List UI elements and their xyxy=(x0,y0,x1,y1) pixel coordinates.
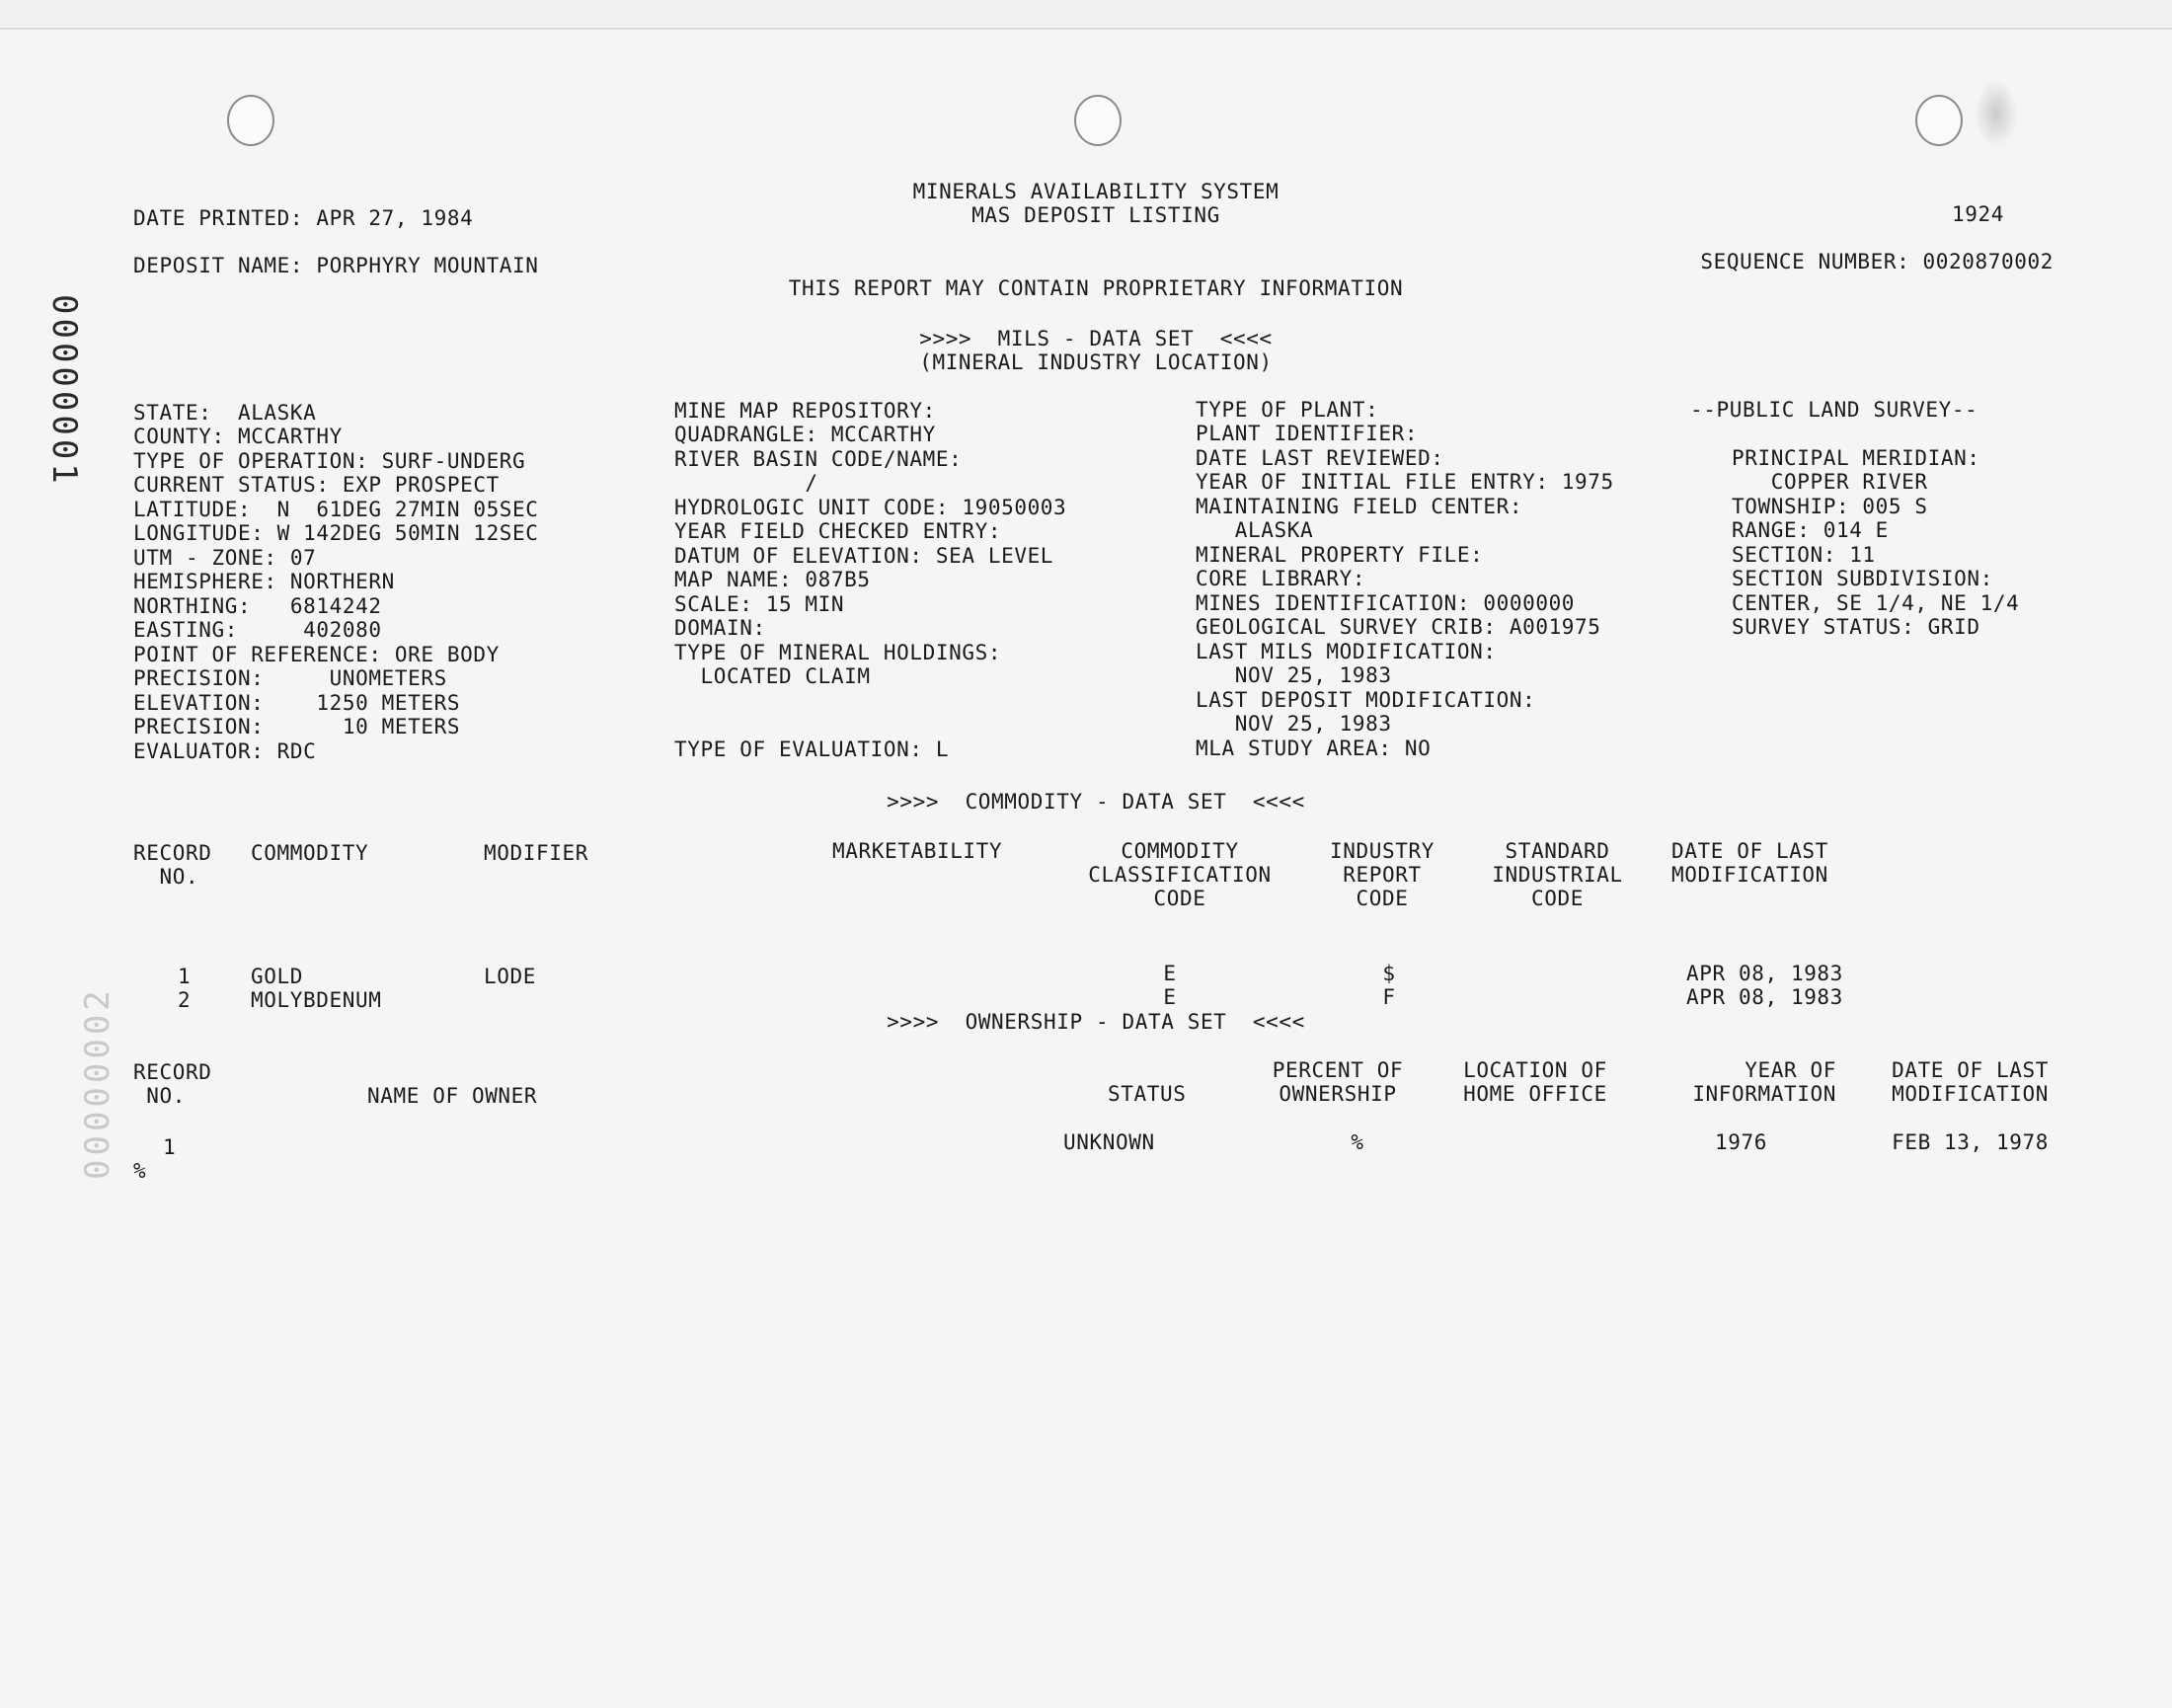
field-principal-meridian-value: COPPER RIVER xyxy=(1732,470,1928,494)
field-maintaining-center-value: ALASKA xyxy=(1196,518,1314,542)
field-last-mils-modification-value: NOV 25, 1983 xyxy=(1196,663,1392,687)
punch-hole-left xyxy=(227,95,274,146)
field-river-basin: RIVER BASIN CODE/NAME: xyxy=(674,447,963,471)
field-type-of-operation: TYPE OF OPERATION: SURF-UNDERG xyxy=(133,449,526,473)
col-percent-of-ownership: PERCENT OF OWNERSHIP xyxy=(1272,1058,1404,1106)
col-year-of-information: YEAR OF INFORMATION xyxy=(1692,1058,1836,1106)
col-record-no: RECORD NO. xyxy=(133,841,212,889)
field-current-status: CURRENT STATUS: EXP PROSPECT xyxy=(133,473,500,497)
row-classification-code: E xyxy=(1163,962,1177,985)
field-range: RANGE: 014 E xyxy=(1732,518,1889,542)
field-river-basin-value: / xyxy=(674,471,818,495)
mils-subheading: (MINERAL INDUSTRY LOCATION) xyxy=(919,350,1273,374)
col-status: STATUS xyxy=(1108,1082,1187,1106)
document-page xyxy=(0,28,2172,1708)
proprietary-notice: THIS REPORT MAY CONTAIN PROPRIETARY INFORMATION xyxy=(788,276,1404,300)
row-record-no: 1 xyxy=(178,965,192,988)
field-datum-of-elevation: DATUM OF ELEVATION: SEA LEVEL xyxy=(674,544,1054,568)
col-record-no: RECORD NO. xyxy=(133,1060,212,1108)
sequence-number: SEQUENCE NUMBER: 0020870002 xyxy=(1700,250,2054,273)
field-survey-status: SURVEY STATUS: GRID xyxy=(1732,615,1980,639)
field-section-subdivision-value: CENTER, SE 1/4, NE 1/4 xyxy=(1732,591,2020,615)
field-point-of-reference: POINT OF REFERENCE: ORE BODY xyxy=(133,643,500,666)
row-date: FEB 13, 1978 xyxy=(1892,1130,2049,1154)
col-location-of-home-office: LOCATION OF HOME OFFICE xyxy=(1463,1058,1607,1106)
side-stamp-top: 00000001 xyxy=(44,294,84,488)
col-industry-report-code: INDUSTRY REPORT CODE xyxy=(1330,839,1435,910)
field-last-deposit-modification: LAST DEPOSIT MODIFICATION: xyxy=(1196,688,1536,712)
row-date: APR 08, 1983 xyxy=(1686,985,1843,1009)
row-percent: % xyxy=(1351,1130,1364,1154)
field-type-of-mineral-holdings: TYPE OF MINERAL HOLDINGS: xyxy=(674,641,1002,664)
field-elevation: ELEVATION: 1250 METERS xyxy=(133,691,461,715)
commodity-heading: >>>> COMMODITY - DATA SET <<<< xyxy=(887,790,1305,814)
row-commodity-name: MOLYBDENUM xyxy=(251,988,382,1012)
col-date-of-last-modification: DATE OF LAST MODIFICATION xyxy=(1671,839,1828,887)
field-year-field-checked: YEAR FIELD CHECKED ENTRY: xyxy=(674,519,1002,543)
deposit-name: DEPOSIT NAME: PORPHYRY MOUNTAIN xyxy=(133,254,539,277)
field-year-initial-entry: YEAR OF INITIAL FILE ENTRY: 1975 xyxy=(1196,470,1614,494)
system-title: MINERALS AVAILABILITY SYSTEM xyxy=(912,180,1280,203)
field-northing: NORTHING: 6814242 xyxy=(133,594,382,618)
row-record-no: 2 xyxy=(178,988,192,1012)
field-latitude: LATITUDE: N 61DEG 27MIN 05SEC xyxy=(133,498,539,521)
field-last-deposit-modification-value: NOV 25, 1983 xyxy=(1196,712,1392,736)
col-modifier: MODIFIER xyxy=(484,841,588,865)
row-date: APR 08, 1983 xyxy=(1686,962,1843,985)
smudge-mark xyxy=(1975,79,2018,148)
field-utm-zone: UTM - ZONE: 07 xyxy=(133,546,317,570)
field-last-mils-modification: LAST MILS MODIFICATION: xyxy=(1196,640,1497,663)
field-hemisphere: HEMISPHERE: NORTHERN xyxy=(133,570,395,593)
field-domain: DOMAIN: xyxy=(674,616,766,640)
ownership-heading: >>>> OWNERSHIP - DATA SET <<<< xyxy=(887,1010,1305,1034)
field-evaluator: EVALUATOR: RDC xyxy=(133,739,317,763)
field-township: TOWNSHIP: 005 S xyxy=(1732,495,1928,518)
col-date-of-last-modification: DATE OF LAST MODIFICATION xyxy=(1892,1058,2049,1106)
row-classification-code: E xyxy=(1163,985,1177,1009)
field-principal-meridian: PRINCIPAL MERIDIAN: xyxy=(1732,446,1980,470)
field-precision-2: PRECISION: 10 METERS xyxy=(133,715,461,738)
field-mines-identification: MINES IDENTIFICATION: 0000000 xyxy=(1196,591,1576,615)
field-mineral-property-file: MINERAL PROPERTY FILE: xyxy=(1196,543,1484,567)
row-record-no: 1 xyxy=(163,1135,177,1159)
field-mineral-holdings-value: LOCATED CLAIM xyxy=(674,664,871,688)
col-marketability: MARKETABILITY xyxy=(832,839,1003,863)
field-precision-1: PRECISION: UNOMETERS xyxy=(133,666,447,690)
row-industry-code: F xyxy=(1382,985,1396,1009)
row-status: UNKNOWN xyxy=(1063,1130,1155,1154)
field-mla-study-area: MLA STUDY AREA: NO xyxy=(1196,737,1432,760)
field-quadrangle: QUADRANGLE: MCCARTHY xyxy=(674,423,936,446)
row-modifier: LODE xyxy=(484,965,536,988)
row-industry-code: $ xyxy=(1382,962,1396,985)
field-easting: EASTING: 402080 xyxy=(133,618,382,642)
field-mine-map-repository: MINE MAP REPOSITORY: xyxy=(674,399,936,423)
row-commodity-name: GOLD xyxy=(251,965,303,988)
row-year: 1976 xyxy=(1715,1130,1767,1154)
field-longitude: LONGITUDE: W 142DEG 50MIN 12SEC xyxy=(133,521,539,545)
ownership-trailer: % xyxy=(133,1159,147,1183)
field-county: COUNTY: MCCARTHY xyxy=(133,425,343,448)
field-scale: SCALE: 15 MIN xyxy=(674,592,845,616)
field-state: STATE: ALASKA xyxy=(133,401,317,425)
col-name-of-owner: NAME OF OWNER xyxy=(367,1084,538,1108)
side-stamp-bottom: 00000002 xyxy=(78,986,117,1180)
col-standard-industrial-code: STANDARD INDUSTRIAL CODE xyxy=(1492,839,1623,910)
field-section: SECTION: 11 xyxy=(1732,543,1876,567)
field-type-of-evaluation: TYPE OF EVALUATION: L xyxy=(674,738,950,761)
punch-hole-right xyxy=(1915,95,1963,146)
field-type-of-plant: TYPE OF PLANT: xyxy=(1196,398,1379,422)
date-printed: DATE PRINTED: APR 27, 1984 xyxy=(133,206,474,230)
field-hydrologic-unit-code: HYDROLOGIC UNIT CODE: 19050003 xyxy=(674,496,1067,519)
field-date-last-reviewed: DATE LAST REVIEWED: xyxy=(1196,446,1444,470)
mils-heading: >>>> MILS - DATA SET <<<< xyxy=(919,327,1273,350)
col-commodity: COMMODITY xyxy=(251,841,369,865)
col-classification-code: COMMODITY CLASSIFICATION CODE xyxy=(1088,839,1272,910)
field-plant-identifier: PLANT IDENTIFIER: xyxy=(1196,422,1419,445)
listing-title: MAS DEPOSIT LISTING xyxy=(971,203,1220,227)
page-number: 1924 xyxy=(1952,202,2004,226)
punch-hole-center xyxy=(1074,95,1122,146)
field-map-name: MAP NAME: 087B5 xyxy=(674,568,871,591)
field-core-library: CORE LIBRARY: xyxy=(1196,567,1366,590)
field-section-subdivision: SECTION SUBDIVISION: xyxy=(1732,567,1993,590)
land-survey-heading: --PUBLIC LAND SURVEY-- xyxy=(1690,398,1978,422)
field-maintaining-center: MAINTAINING FIELD CENTER: xyxy=(1196,495,1523,518)
field-geological-survey-crib: GEOLOGICAL SURVEY CRIB: A001975 xyxy=(1196,615,1601,639)
